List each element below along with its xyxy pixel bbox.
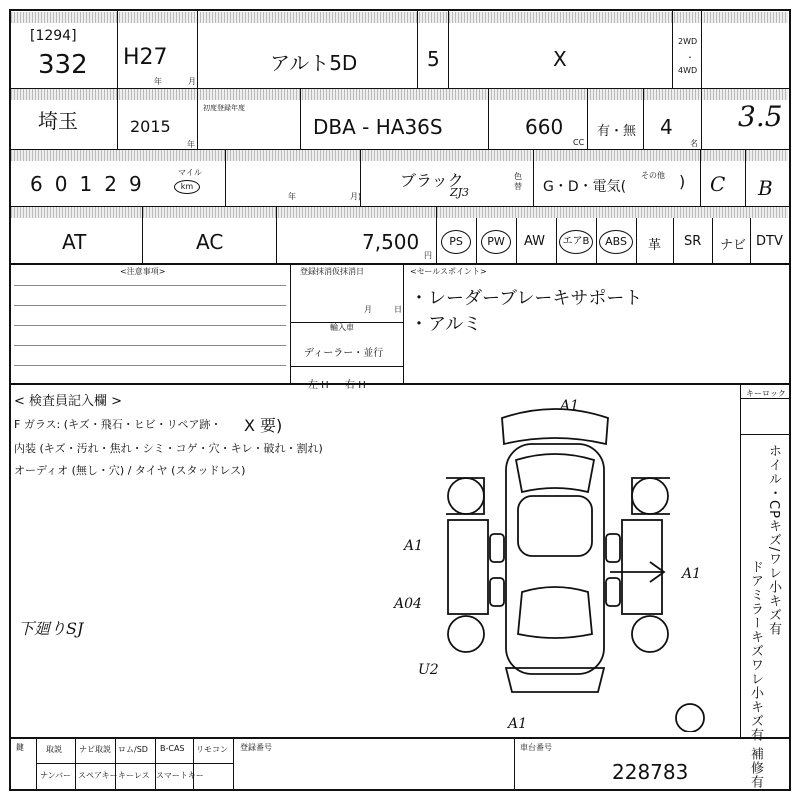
col-r4-2 bbox=[276, 206, 277, 264]
spare-tire bbox=[676, 704, 704, 732]
import-label: 輸入車 bbox=[330, 323, 354, 332]
side-note-1: ホイル・CPキズ/ワレ小キズ有 bbox=[766, 444, 781, 637]
footer-keyless: キーレス bbox=[118, 771, 150, 780]
col-r1-2 bbox=[197, 9, 198, 89]
col-f-1 bbox=[36, 738, 37, 790]
color-side: 色替 bbox=[514, 172, 522, 191]
col-r2-3 bbox=[488, 88, 489, 150]
col-f-7 bbox=[193, 738, 194, 790]
frame-top bbox=[9, 9, 791, 11]
option-sr: SR bbox=[684, 234, 702, 249]
col-r4-9 bbox=[673, 218, 674, 264]
row-sep-5 bbox=[9, 383, 791, 385]
label-bar-3 bbox=[11, 150, 788, 161]
keylock-label: キーロック bbox=[746, 389, 786, 398]
fuel-type: G・D・電気( bbox=[543, 179, 627, 195]
col-r1-6 bbox=[701, 9, 702, 150]
mark-right-door: A1 bbox=[682, 566, 702, 582]
col-r2-1 bbox=[197, 88, 198, 150]
mileage: 60129 bbox=[30, 172, 154, 196]
drive-2wd: 2WD bbox=[678, 37, 698, 46]
exterior-grade: C bbox=[710, 172, 726, 196]
sales-point-2: ・アルミ bbox=[410, 314, 482, 335]
col-r2-2 bbox=[300, 88, 301, 150]
region: 埼玉 bbox=[38, 109, 78, 133]
chassis-number: 228783 bbox=[612, 760, 689, 784]
model-code: DBA - HA36S bbox=[313, 115, 443, 139]
col-f-3 bbox=[514, 738, 515, 790]
col-r1-1 bbox=[117, 9, 118, 150]
mark-rear: A1 bbox=[508, 716, 528, 732]
yen-unit: 円 bbox=[424, 251, 432, 260]
option-dtv: DTV bbox=[756, 234, 783, 249]
fuel-other: その他 bbox=[641, 171, 665, 180]
model-year: H27 bbox=[123, 45, 168, 70]
col-r1-3 bbox=[417, 9, 418, 89]
row-sep-2 bbox=[9, 149, 791, 150]
drive-4wd: 4WD bbox=[678, 66, 698, 75]
car-name: アルト5D bbox=[270, 51, 358, 75]
footer-bcas: B-CAS bbox=[160, 744, 185, 753]
option-ps: PS bbox=[441, 230, 471, 254]
right-mirror-rear bbox=[606, 578, 620, 606]
label-bar-4 bbox=[11, 207, 788, 218]
steering: 左 H ・ 右 H bbox=[308, 380, 366, 391]
caution-line-3 bbox=[14, 325, 286, 326]
col-r4-7 bbox=[596, 218, 597, 264]
option-airbag: エアB bbox=[559, 230, 593, 254]
col-r4-6 bbox=[556, 218, 557, 264]
rear-glass-shape bbox=[518, 587, 592, 638]
row-sep-1 bbox=[9, 88, 791, 89]
year-unit: 年 bbox=[154, 77, 162, 86]
col-f-6 bbox=[155, 738, 156, 790]
col-r4-8 bbox=[636, 218, 637, 264]
wheel-rear-right bbox=[632, 616, 668, 652]
mid-sep-2 bbox=[290, 366, 403, 367]
dereg-label: 登録抹消仮抹消日 bbox=[300, 267, 364, 276]
grade: X bbox=[553, 47, 567, 71]
col-r3-3 bbox=[533, 149, 534, 207]
lot-number: 332 bbox=[38, 50, 88, 80]
mark-left-rear: A04 bbox=[394, 596, 422, 612]
col-r2-4 bbox=[587, 88, 588, 150]
car-body-shape bbox=[506, 444, 604, 674]
inspection-title: < 検査員記入欄 > bbox=[14, 394, 123, 409]
first-reg-note: 初度登録年度 bbox=[203, 104, 245, 112]
sales-point-1: ・レーダーブレーキサポート bbox=[410, 288, 643, 309]
footer-rom-sd: ロム/SD bbox=[118, 745, 148, 754]
option-navi: ナビ bbox=[720, 238, 747, 253]
col-r4-11 bbox=[750, 218, 751, 264]
inspection-line-1: F ガラス: (キズ・飛石・ヒビ・リペア跡・ bbox=[14, 418, 222, 431]
col-r3-1 bbox=[225, 149, 226, 207]
footer-spare-key: スペアキー bbox=[78, 771, 118, 780]
score: 3.5 bbox=[738, 100, 783, 133]
shift: AT bbox=[62, 230, 87, 254]
wheel-front-left bbox=[448, 478, 484, 514]
col-r2-5 bbox=[643, 88, 644, 150]
aircon: AC bbox=[196, 230, 224, 254]
km-circle: km bbox=[174, 180, 200, 194]
car-diagram bbox=[380, 396, 730, 732]
seat-option: 有・無 bbox=[597, 124, 637, 139]
col-r3-4 bbox=[700, 149, 701, 207]
col-mid-2 bbox=[403, 264, 404, 384]
row-sep-3 bbox=[9, 206, 791, 207]
recycle-fee: 7,500 bbox=[362, 230, 420, 254]
displacement: 660 bbox=[525, 115, 564, 139]
caution-line-4 bbox=[14, 345, 286, 346]
caution-line-2 bbox=[14, 305, 286, 306]
footer-chassis-label: 車台番号 bbox=[520, 743, 552, 752]
drive-dot: ・ bbox=[686, 53, 694, 62]
cc-unit: CC bbox=[573, 138, 585, 147]
frame-bottom bbox=[9, 789, 791, 791]
color-code: ZJ3 bbox=[450, 186, 470, 199]
option-pw: PW bbox=[481, 230, 511, 254]
footer-smartkey: スマートキー bbox=[156, 771, 204, 780]
col-r4-10 bbox=[712, 218, 713, 264]
side-note-2: ドアミラーキズワレ小キズ有 補修有 bbox=[748, 560, 763, 790]
col-f-2 bbox=[233, 738, 234, 790]
option-leather: 革 bbox=[648, 238, 662, 253]
footer-remote: リモコン bbox=[196, 745, 228, 754]
footer-key: 鍵 bbox=[16, 743, 24, 752]
dereg-day: 日 bbox=[394, 305, 402, 314]
shaken-year: 年 bbox=[288, 192, 296, 201]
col-r3-5 bbox=[745, 149, 746, 207]
seat-unit: 名 bbox=[690, 139, 698, 148]
color-name: ブラック bbox=[400, 171, 464, 190]
wheel-rear-left bbox=[448, 616, 484, 652]
first-reg-year-unit: 年 bbox=[187, 140, 195, 149]
left-door-shape bbox=[448, 520, 488, 614]
mark-left-door: A1 bbox=[404, 538, 424, 554]
option-aw: AW bbox=[524, 234, 546, 249]
first-reg-year: 2015 bbox=[130, 117, 171, 136]
seat-count: 4 bbox=[660, 115, 673, 139]
right-mirror-front bbox=[606, 534, 620, 562]
frame-left bbox=[9, 9, 11, 791]
col-r4-5 bbox=[516, 218, 517, 264]
label-bar-2 bbox=[11, 89, 788, 100]
frame-right bbox=[789, 9, 791, 791]
mark-rear-left: U2 bbox=[418, 662, 439, 678]
option-abs: ABS bbox=[599, 230, 633, 254]
hood-shape bbox=[516, 454, 594, 492]
dereg-month: 月 bbox=[364, 305, 372, 314]
col-f-5 bbox=[115, 738, 116, 790]
col-r4-1 bbox=[142, 206, 143, 264]
left-mirror-rear bbox=[490, 578, 504, 606]
door-count: 5 bbox=[427, 47, 440, 71]
col-r4-3 bbox=[436, 206, 437, 264]
lot-ref: [1294] bbox=[30, 28, 77, 44]
keylock-sep2 bbox=[740, 434, 790, 435]
inspection-line-3: オーディオ (無し・穴) / タイヤ (スタッドレス) bbox=[14, 464, 246, 477]
dealer-type: ディーラー・並行 bbox=[304, 348, 384, 359]
glass-flag: X 要) bbox=[244, 416, 283, 435]
roof-shape bbox=[518, 496, 592, 556]
left-mirror-front bbox=[490, 534, 504, 562]
month-unit: 月 bbox=[188, 77, 196, 86]
mark-front: A1 bbox=[560, 398, 580, 414]
front-bumper-shape bbox=[502, 409, 608, 444]
footer-manual: 取説 bbox=[46, 745, 62, 754]
col-r1-5 bbox=[672, 9, 673, 89]
row-sep-6 bbox=[9, 737, 791, 739]
f-sep bbox=[36, 763, 233, 764]
caution-line-5 bbox=[14, 365, 286, 366]
mile-label: マイル bbox=[178, 168, 202, 177]
col-r1-4 bbox=[448, 9, 449, 89]
fuel-close: ) bbox=[679, 172, 686, 191]
handwritten-note: 下廻りSJ bbox=[18, 619, 84, 638]
caution-line-1 bbox=[14, 285, 286, 286]
footer-plate: ナンバー bbox=[40, 771, 72, 780]
col-r4-4 bbox=[476, 218, 477, 264]
col-f-4 bbox=[75, 738, 76, 790]
footer-nav-manual: ナビ取説 bbox=[79, 745, 111, 754]
footer-reg-label: 登録番号 bbox=[240, 743, 272, 752]
sales-label: <セールスポイント> bbox=[410, 267, 487, 276]
interior-grade: B bbox=[758, 176, 773, 200]
shaken-month: 月) bbox=[350, 192, 362, 201]
caution-label: <注意事項> bbox=[120, 267, 166, 276]
wheel-front-right bbox=[632, 478, 668, 514]
col-insp-right bbox=[740, 384, 741, 737]
inspection-line-2: 内装 (キズ・汚れ・焦れ・シミ・コゲ・穴・キレ・破れ・割れ) bbox=[14, 442, 323, 455]
